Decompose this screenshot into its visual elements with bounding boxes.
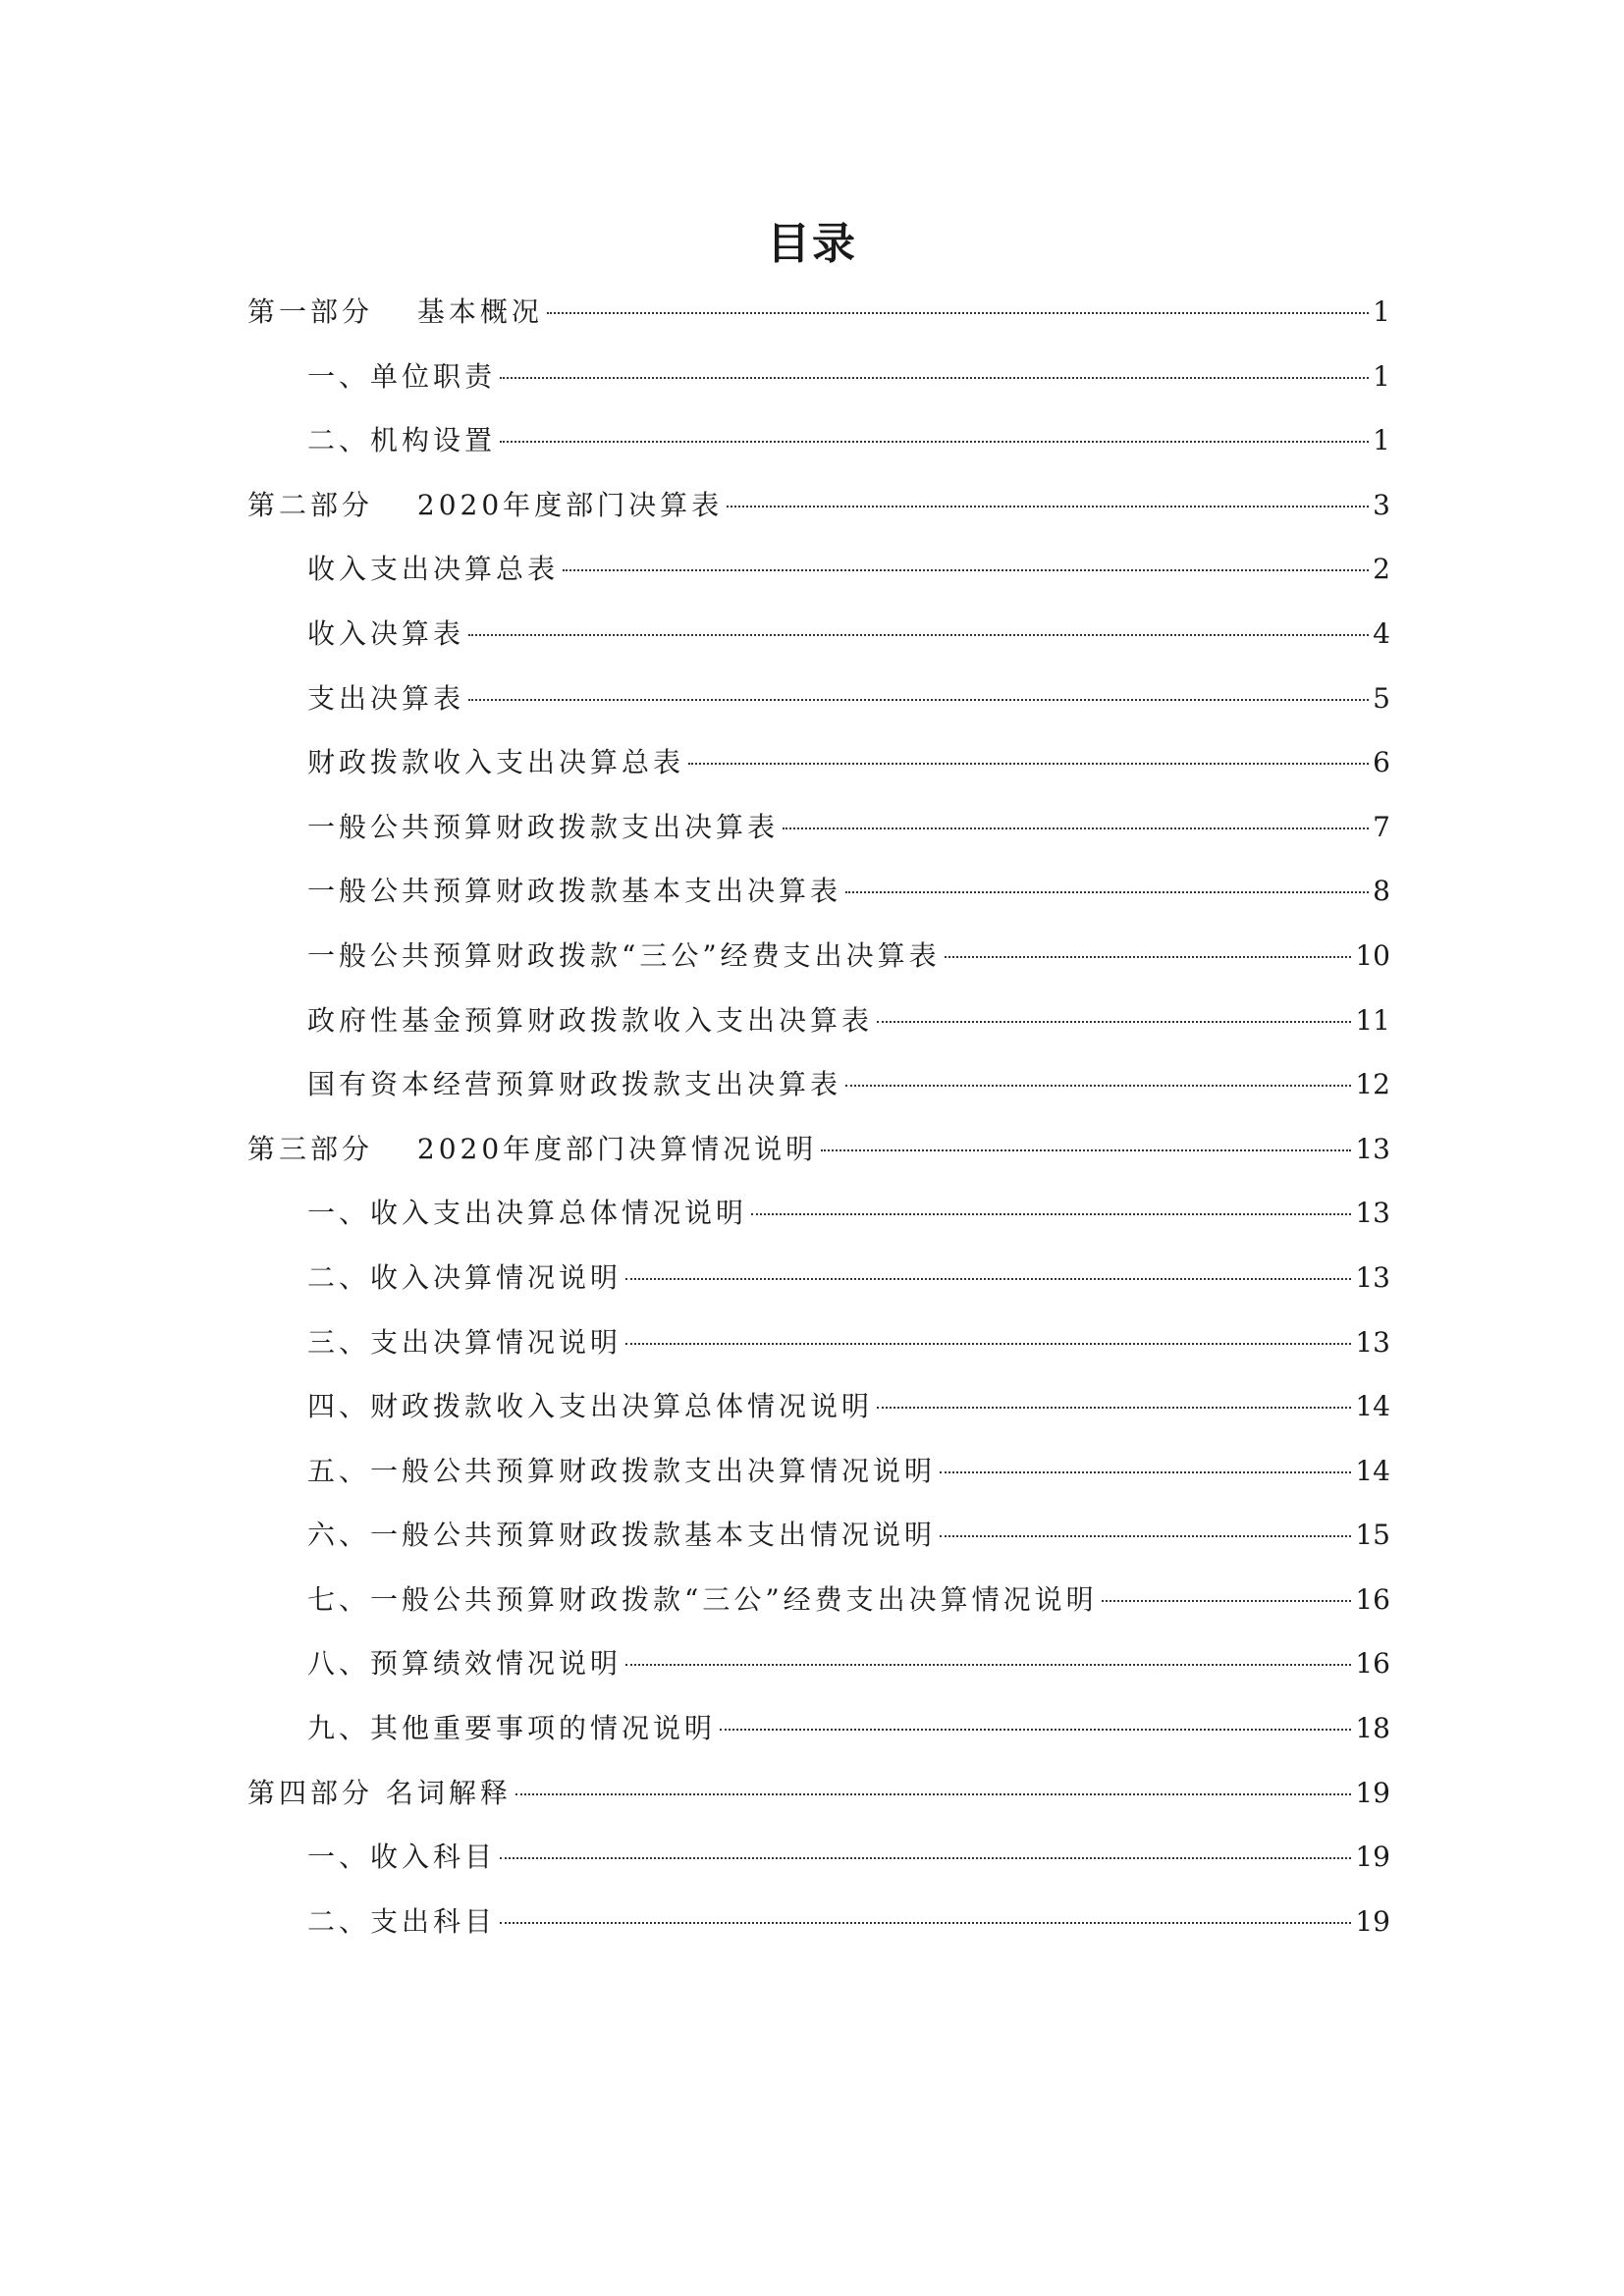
toc-entry-title: 八、预算绩效情况说明: [307, 1647, 623, 1681]
toc-entry-title: 支出决算表: [307, 681, 465, 715]
toc-page-number: 19: [1355, 1904, 1390, 1938]
toc-page-number: 3: [1373, 488, 1390, 521]
toc-page-number: 15: [1355, 1519, 1390, 1552]
toc-entry-title: 二、收入决算情况说明: [307, 1260, 623, 1294]
toc-subsection-entry[interactable]: [0, 1707, 1624, 1772]
toc-page-number: 13: [1355, 1132, 1390, 1165]
toc-entry-title: 国有资本经营预算财政拨款支出决算表: [307, 1068, 842, 1101]
toc-subsection-entry[interactable]: [0, 999, 1624, 1064]
toc-page-number: 7: [1373, 810, 1390, 843]
toc-entry-title: 四、财政拨款收入支出决算总体情况说明: [307, 1390, 874, 1423]
toc-page-number: 13: [1355, 1260, 1390, 1294]
toc-entry-title: 五、一般公共预算财政拨款支出决算情况说明: [307, 1454, 937, 1487]
toc-subsection-entry[interactable]: [0, 1256, 1624, 1321]
toc-dot-leader: [500, 1922, 1351, 1924]
toc-entry-title: 二、支出科目: [307, 1904, 497, 1938]
toc-page-number: 16: [1355, 1647, 1390, 1681]
toc-entry-title: 九、其他重要事项的情况说明: [307, 1712, 717, 1745]
toc-entry-title: 收入决算表: [307, 616, 465, 650]
toc-entry-title: 三、支出决算情况说明: [307, 1325, 623, 1359]
toc-dot-leader: [821, 1149, 1351, 1151]
toc-subsection-entry[interactable]: [0, 934, 1624, 999]
toc-page-number: 18: [1355, 1712, 1390, 1745]
toc-entry-title: 七、一般公共预算财政拨款“三公”经费支出决算情况说明: [307, 1582, 1098, 1616]
toc-entry-title: 第一部分 基本概况: [247, 295, 543, 328]
toc-page-number: 1: [1373, 359, 1390, 393]
toc-subsection-entry[interactable]: [0, 613, 1624, 677]
toc-subsection-entry[interactable]: [0, 741, 1624, 806]
toc-section-entry[interactable]: [0, 484, 1624, 549]
toc-section-entry[interactable]: [0, 1128, 1624, 1193]
toc-section-entry[interactable]: [0, 1772, 1624, 1837]
toc-dot-leader: [720, 1729, 1351, 1731]
toc-subsection-entry[interactable]: [0, 1321, 1624, 1386]
toc-dot-leader: [625, 1278, 1351, 1280]
toc-entry-title: 一般公共预算财政拨款支出决算表: [307, 810, 780, 843]
toc-dot-leader: [563, 569, 1369, 571]
toc-page-number: 11: [1355, 1003, 1390, 1037]
toc-dot-leader: [783, 828, 1369, 829]
toc-dot-leader: [877, 1021, 1351, 1023]
toc-page-number: 13: [1355, 1325, 1390, 1359]
toc-page-number: 8: [1373, 875, 1390, 908]
toc-entry-title: 政府性基金预算财政拨款收入支出决算表: [307, 1003, 874, 1037]
toc-dot-leader: [877, 1407, 1351, 1409]
toc-dot-leader: [468, 634, 1369, 636]
table-of-contents: [0, 291, 1624, 1964]
toc-subsection-entry[interactable]: [0, 1385, 1624, 1450]
page-title: 目录: [767, 219, 857, 269]
toc-page-number: 1: [1373, 295, 1390, 328]
toc-dot-leader: [845, 1085, 1351, 1087]
toc-page-number: 4: [1373, 616, 1390, 650]
toc-subsection-entry[interactable]: [0, 1578, 1624, 1643]
toc-page-number: 1: [1373, 424, 1390, 457]
toc-subsection-entry[interactable]: [0, 1192, 1624, 1256]
toc-subsection-entry[interactable]: [0, 677, 1624, 742]
toc-page-number: 2: [1373, 553, 1390, 586]
toc-entry-title: 第三部分 2020年度部门决算情况说明: [247, 1132, 818, 1165]
toc-dot-leader: [727, 506, 1369, 507]
toc-entry-title: 第四部分 名词解释: [247, 1776, 512, 1809]
toc-page-number: 19: [1355, 1841, 1390, 1874]
toc-subsection-entry[interactable]: [0, 419, 1624, 484]
toc-subsection-entry[interactable]: [0, 355, 1624, 420]
toc-page-number: 12: [1355, 1068, 1390, 1101]
toc-subsection-entry[interactable]: [0, 1514, 1624, 1578]
toc-entry-title: 六、一般公共预算财政拨款基本支出情况说明: [307, 1519, 937, 1552]
toc-page-number: 10: [1355, 938, 1390, 972]
toc-dot-leader: [515, 1793, 1351, 1795]
toc-entry-title: 一、收入科目: [307, 1841, 497, 1874]
toc-entry-title: 一般公共预算财政拨款“三公”经费支出决算表: [307, 938, 941, 972]
toc-subsection-entry[interactable]: [0, 1450, 1624, 1515]
toc-dot-leader: [751, 1213, 1351, 1215]
toc-page-number: 6: [1373, 746, 1390, 779]
toc-dot-leader: [625, 1664, 1351, 1666]
toc-subsection-entry[interactable]: [0, 1063, 1624, 1128]
toc-entry-title: 一、收入支出决算总体情况说明: [307, 1197, 748, 1230]
toc-page-number: 14: [1355, 1390, 1390, 1423]
toc-dot-leader: [547, 312, 1369, 314]
toc-subsection-entry[interactable]: [0, 806, 1624, 871]
toc-dot-leader: [688, 763, 1369, 765]
toc-entry-title: 二、机构设置: [307, 424, 497, 457]
toc-entry-title: 第二部分 2020年度部门决算表: [247, 488, 724, 521]
toc-subsection-entry[interactable]: [0, 1836, 1624, 1900]
toc-dot-leader: [625, 1343, 1351, 1345]
toc-entry-title: 财政拨款收入支出决算总表: [307, 746, 685, 779]
toc-subsection-entry[interactable]: [0, 548, 1624, 613]
toc-dot-leader: [1102, 1600, 1352, 1602]
toc-dot-leader: [845, 891, 1369, 893]
toc-section-entry[interactable]: [0, 291, 1624, 355]
toc-page-number: 14: [1355, 1454, 1390, 1487]
toc-dot-leader: [940, 1471, 1351, 1473]
toc-entry-title: 一般公共预算财政拨款基本支出决算表: [307, 875, 842, 908]
toc-subsection-entry[interactable]: [0, 1642, 1624, 1707]
toc-dot-leader: [500, 377, 1369, 379]
toc-dot-leader: [468, 699, 1369, 701]
toc-page-number: 13: [1355, 1197, 1390, 1230]
toc-subsection-entry[interactable]: [0, 1900, 1624, 1965]
toc-dot-leader: [940, 1535, 1351, 1537]
toc-page-number: 5: [1373, 681, 1390, 715]
toc-entry-title: 一、单位职责: [307, 359, 497, 393]
toc-page-number: 16: [1355, 1582, 1390, 1616]
toc-dot-leader: [945, 956, 1352, 958]
toc-dot-leader: [500, 441, 1369, 443]
toc-entry-title: 收入支出决算总表: [307, 553, 560, 586]
toc-subsection-entry[interactable]: [0, 870, 1624, 934]
toc-page-number: 19: [1355, 1776, 1390, 1809]
toc-dot-leader: [500, 1857, 1351, 1859]
